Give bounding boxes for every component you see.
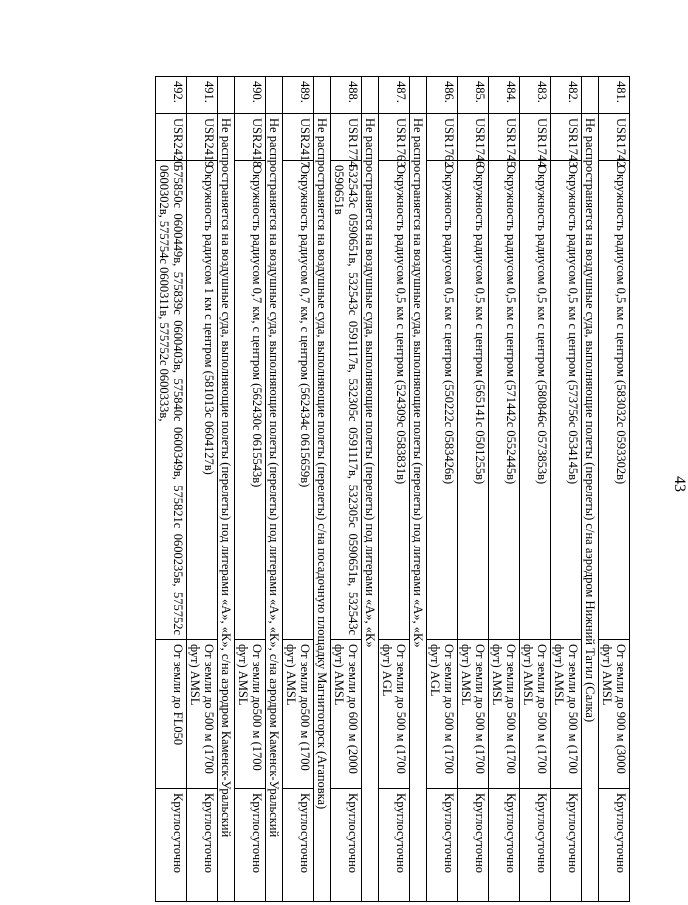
zone-code: USR1746 <box>458 114 489 161</box>
note-text: Не распространяется на воздушные суда, выполняющие полеты (перелеты) с/на посадочную площадку Магнитогорск (Агаповка) <box>314 114 331 902</box>
altitude-limits: От земли до 500 м (1700 фут) AMSL <box>458 640 489 789</box>
zone-code: USR2418 <box>235 114 266 161</box>
altitude-limits: От земли до 500 м (1700 фут) AGL <box>427 640 458 789</box>
operating-time: Круглосуточно <box>520 789 551 902</box>
table-row <box>187 77 218 902</box>
note-number-cell <box>582 77 599 114</box>
note-row <box>266 77 283 902</box>
altitude-limits: От земли до500 м (1700 фут) AMSL <box>283 640 314 789</box>
zone-description: Окружность радиусом 0,7 км, с центром (562430с 0615543в) <box>235 161 266 640</box>
page-number: 43 <box>671 476 688 492</box>
zone-description: Окружность радиусом 0,5 км с центром (550222с 0583426в) <box>427 161 458 640</box>
row-number: 483. <box>520 77 551 114</box>
operating-time: Круглосуточно <box>551 789 582 902</box>
table-row <box>283 77 314 902</box>
note-text: Не распространяется на воздушные суда, выполняющие полеты (перелеты) под литерами «А», «К» <box>362 114 379 902</box>
note-row <box>410 77 427 902</box>
table-row <box>379 77 410 902</box>
rotated-page <box>85 76 688 891</box>
zone-code: USR1743 <box>551 114 582 161</box>
row-number: 485. <box>458 77 489 114</box>
table-row <box>489 77 520 902</box>
altitude-limits: От земли до 600 м (2000 фут) AMSL <box>331 640 362 789</box>
zone-code: USR2419 <box>187 114 218 161</box>
table-row <box>599 77 630 902</box>
table-body <box>156 77 630 902</box>
note-number-cell <box>410 77 427 114</box>
row-number: 482. <box>551 77 582 114</box>
altitude-limits: От земли до500 м (1700 фут) AMSL <box>235 640 266 789</box>
zone-description: Окружность радиусом 0,5 км с центром (583032с 0593302в) <box>599 161 630 640</box>
operating-time: Круглосуточно <box>489 789 520 902</box>
altitude-limits: От земли до 500 м (1700 фут) AMSL <box>187 640 218 789</box>
note-text: Не распространяется на воздушные суда, выполняющие полеты (перелеты) под литерами «А», «К» <box>410 114 427 902</box>
row-number: 488. <box>331 77 362 114</box>
row-number: 491. <box>187 77 218 114</box>
row-number: 481. <box>599 77 630 114</box>
zone-code: USR1745 <box>489 114 520 161</box>
altitude-limits: От земли до 500 м (1700 фут) AGL <box>379 640 410 789</box>
note-row <box>314 77 331 902</box>
zone-description: Окружность радиусом 0,7 км, с центром (562434с 0615659в) <box>283 161 314 640</box>
table-row <box>458 77 489 902</box>
note-number-cell <box>266 77 283 114</box>
zone-description: Окружность радиусом 0,5 км с центром (580846с 0573853в) <box>520 161 551 640</box>
zone-description: Окружность радиусом 0,5 км с центром (524309с 0583831в) <box>379 161 410 640</box>
zone-code: USR1762 <box>427 114 458 161</box>
operating-time: Круглосуточно <box>235 789 266 902</box>
note-row <box>582 77 599 902</box>
table-row <box>331 77 362 902</box>
altitude-limits: От земли до 500 м (1700 фут) AMSL <box>489 640 520 789</box>
operating-time: Круглосуточно <box>283 789 314 902</box>
operating-time: Круглосуточно <box>427 789 458 902</box>
note-text: Не распространяется на воздушные суда, выполняющие полеты (перелеты) с/на аэродром Нижний Тагил (Салка) <box>582 114 599 902</box>
row-number: 484. <box>489 77 520 114</box>
restricted-zones-table <box>155 76 630 902</box>
altitude-limits: От земли до 500 м (1700 фут) AMSL <box>551 640 582 789</box>
zone-code: USR1763 <box>379 114 410 161</box>
row-number: 486. <box>427 77 458 114</box>
note-number-cell <box>314 77 331 114</box>
row-number: 490. <box>235 77 266 114</box>
zone-description: 575850с 0600449в, 575839с 0600403в, 575840с 0600349в, 575821с 0600235в, 575752с 0600302в, 575754с 0600311в, 575752с 0600333в, <box>156 161 187 640</box>
table-row <box>235 77 266 902</box>
zone-code: USR1774 <box>331 114 362 161</box>
table-row <box>427 77 458 902</box>
note-text: Не распространяется на воздушные суда, выполняющие полеты (перелеты) под литерами «А», «К», с/на аэродром Каменск-Уральский <box>218 114 235 902</box>
zone-code: USR1742 <box>599 114 630 161</box>
altitude-limits: От земли до FL050 <box>156 640 187 789</box>
zone-description: Окружность радиусом 0,5 км с центром (573756с 0534145в) <box>551 161 582 640</box>
zone-description: Окружность радиусом 0,5 км с центром (565141с 0501255в) <box>458 161 489 640</box>
note-row <box>218 77 235 902</box>
zone-code: USR2420 <box>156 114 187 161</box>
operating-time: Круглосуточно <box>599 789 630 902</box>
note-number-cell <box>362 77 379 114</box>
note-text: Не распространяется на воздушные суда, выполняющие полеты (перелеты) под литерами «А», «К», с/на аэродром Каменск-Уральский <box>266 114 283 902</box>
zone-code: USR2417 <box>283 114 314 161</box>
note-row <box>362 77 379 902</box>
note-number-cell <box>218 77 235 114</box>
zone-description: Окружность радиусом 0,5 км с центром (571442с 0552445в) <box>489 161 520 640</box>
row-number: 492. <box>156 77 187 114</box>
table-row <box>551 77 582 902</box>
operating-time: Круглосуточно <box>187 789 218 902</box>
operating-time: Круглосуточно <box>156 789 187 902</box>
operating-time: Круглосуточно <box>458 789 489 902</box>
altitude-limits: От земли до 900 м (3000 фут) AMSL <box>599 640 630 789</box>
zone-code: USR1744 <box>520 114 551 161</box>
zone-description: 532543с 0590651в, 532543с 0591117в, 532305с 0591117в, 532305с 0590651в, 532543с 0590651в <box>331 161 362 640</box>
row-number: 487. <box>379 77 410 114</box>
table-row <box>156 77 187 902</box>
table-row <box>520 77 551 902</box>
row-number: 489. <box>283 77 314 114</box>
zone-description: Окружность радиусом 1 км с центром (581013с 0604127в) <box>187 161 218 640</box>
operating-time: Круглосуточно <box>331 789 362 902</box>
operating-time: Круглосуточно <box>379 789 410 902</box>
altitude-limits: От земли до 500 м (1700 фут) AMSL <box>520 640 551 789</box>
